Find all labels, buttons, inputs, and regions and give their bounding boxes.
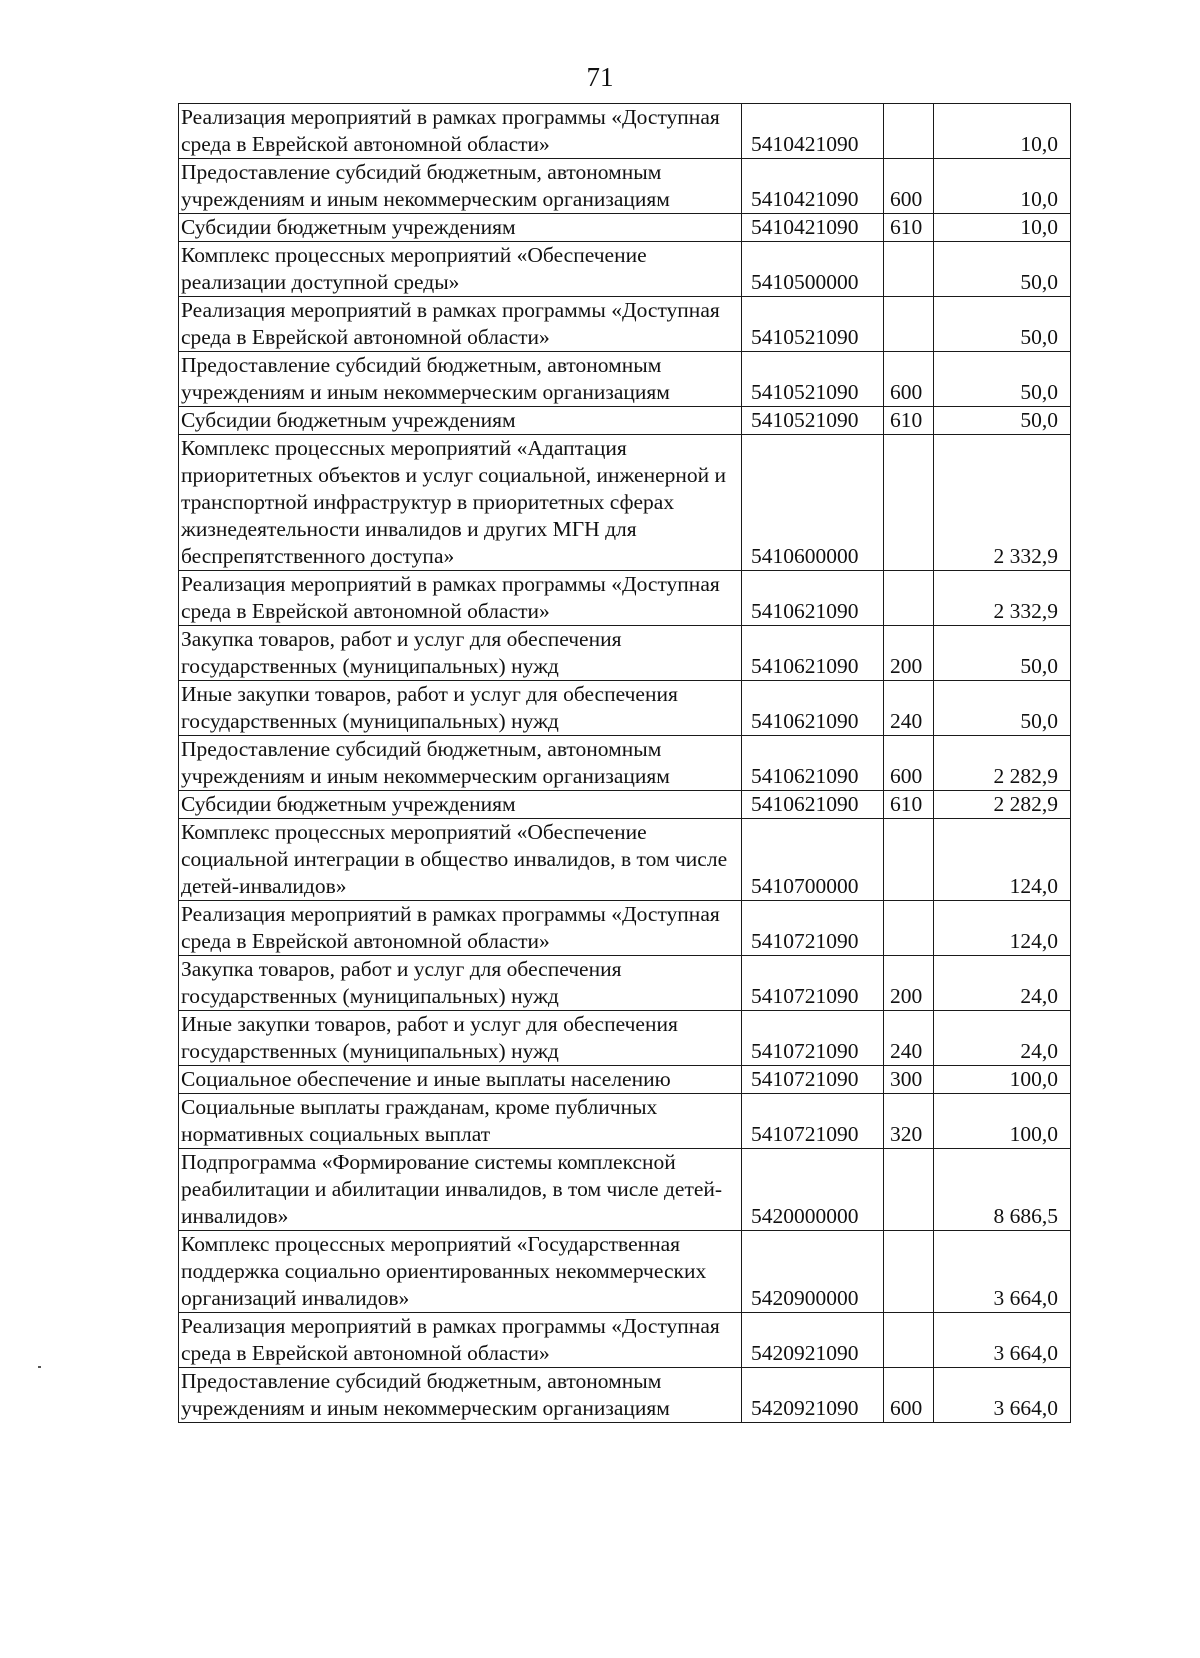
row-name: Комплекс процессных мероприятий «Адаптация приоритетных объектов и услуг социальной, инженерной и транспортной инфраструктур в приоритетных сферах жизнедеятельности инвалидов и других МГН для беспрепятственного доступа» bbox=[179, 435, 742, 571]
row-name: Предоставление субсидий бюджетным, автономным учреждениям и иным некоммерческим организациям bbox=[179, 1368, 742, 1423]
table-row bbox=[179, 1011, 1071, 1066]
row-code: 5420000000 bbox=[742, 1149, 884, 1231]
table-row bbox=[179, 956, 1071, 1011]
table-row bbox=[179, 791, 1071, 819]
row-amount: 24,0 bbox=[934, 956, 1071, 1011]
row-code: 5410500000 bbox=[742, 242, 884, 297]
row-amount: 50,0 bbox=[934, 352, 1071, 407]
row-expense-type bbox=[884, 901, 934, 956]
table-row bbox=[179, 1149, 1071, 1231]
row-name: Комплекс процессных мероприятий «Обеспечение реализации доступной среды» bbox=[179, 242, 742, 297]
row-name: Комплекс процессных мероприятий «Государственная поддержка социально ориентированных некоммерческих организаций инвалидов» bbox=[179, 1231, 742, 1313]
row-name: Предоставление субсидий бюджетным, автономным учреждениям и иным некоммерческим организациям bbox=[179, 736, 742, 791]
row-code: 5410721090 bbox=[742, 956, 884, 1011]
row-expense-type: 600 bbox=[884, 352, 934, 407]
row-name: Предоставление субсидий бюджетным, автономным учреждениям и иным некоммерческим организациям bbox=[179, 159, 742, 214]
row-expense-type: 600 bbox=[884, 736, 934, 791]
row-amount: 2 282,9 bbox=[934, 736, 1071, 791]
row-code: 5410421090 bbox=[742, 214, 884, 242]
row-amount: 50,0 bbox=[934, 242, 1071, 297]
row-name: Реализация мероприятий в рамках программы «Доступная среда в Еврейской автономной области» bbox=[179, 1313, 742, 1368]
row-code: 5420900000 bbox=[742, 1231, 884, 1313]
row-code: 5410521090 bbox=[742, 352, 884, 407]
row-amount: 50,0 bbox=[934, 681, 1071, 736]
budget-table-body bbox=[179, 104, 1071, 1423]
row-name: Реализация мероприятий в рамках программы «Доступная среда в Еврейской автономной области» bbox=[179, 104, 742, 159]
row-code: 5410721090 bbox=[742, 1094, 884, 1149]
row-amount: 50,0 bbox=[934, 407, 1071, 435]
row-expense-type: 320 bbox=[884, 1094, 934, 1149]
row-name: Реализация мероприятий в рамках программы «Доступная среда в Еврейской автономной области» bbox=[179, 901, 742, 956]
row-code: 5410621090 bbox=[742, 791, 884, 819]
row-amount: 10,0 bbox=[934, 159, 1071, 214]
table-row bbox=[179, 159, 1071, 214]
table-row bbox=[179, 626, 1071, 681]
row-expense-type bbox=[884, 104, 934, 159]
row-amount: 3 664,0 bbox=[934, 1231, 1071, 1313]
row-amount: 2 332,9 bbox=[934, 435, 1071, 571]
row-amount: 24,0 bbox=[934, 1011, 1071, 1066]
row-amount: 100,0 bbox=[934, 1094, 1071, 1149]
row-expense-type bbox=[884, 819, 934, 901]
row-expense-type: 240 bbox=[884, 681, 934, 736]
row-code: 5420921090 bbox=[742, 1313, 884, 1368]
row-name: Иные закупки товаров, работ и услуг для обеспечения государственных (муниципальных) нужд bbox=[179, 681, 742, 736]
row-expense-type: 200 bbox=[884, 956, 934, 1011]
row-name: Реализация мероприятий в рамках программы «Доступная среда в Еврейской автономной области» bbox=[179, 571, 742, 626]
table-row bbox=[179, 1094, 1071, 1149]
row-code: 5410621090 bbox=[742, 571, 884, 626]
row-name: Закупка товаров, работ и услуг для обеспечения государственных (муниципальных) нужд bbox=[179, 956, 742, 1011]
row-name: Субсидии бюджетным учреждениям bbox=[179, 791, 742, 819]
budget-table bbox=[178, 103, 1071, 1423]
row-expense-type bbox=[884, 571, 934, 626]
row-code: 5410700000 bbox=[742, 819, 884, 901]
row-expense-type: 600 bbox=[884, 1368, 934, 1423]
row-expense-type bbox=[884, 297, 934, 352]
table-row bbox=[179, 681, 1071, 736]
row-amount: 100,0 bbox=[934, 1066, 1071, 1094]
table-row bbox=[179, 1313, 1071, 1368]
row-name: Комплекс процессных мероприятий «Обеспечение социальной интеграции в общество инвалидов, в том числе детей-инвалидов» bbox=[179, 819, 742, 901]
row-name: Подпрограмма «Формирование системы комплексной реабилитации и абилитации инвалидов, в том числе детей-инвалидов» bbox=[179, 1149, 742, 1231]
row-expense-type: 200 bbox=[884, 626, 934, 681]
table-row bbox=[179, 352, 1071, 407]
row-expense-type: 610 bbox=[884, 214, 934, 242]
row-amount: 2 332,9 bbox=[934, 571, 1071, 626]
row-expense-type: 300 bbox=[884, 1066, 934, 1094]
row-code: 5410521090 bbox=[742, 407, 884, 435]
row-code: 5410521090 bbox=[742, 297, 884, 352]
row-amount: 3 664,0 bbox=[934, 1313, 1071, 1368]
row-code: 5410721090 bbox=[742, 901, 884, 956]
table-row bbox=[179, 242, 1071, 297]
row-name: Субсидии бюджетным учреждениям bbox=[179, 407, 742, 435]
row-name: Социальные выплаты гражданам, кроме публичных нормативных социальных выплат bbox=[179, 1094, 742, 1149]
row-expense-type bbox=[884, 435, 934, 571]
row-name: Иные закупки товаров, работ и услуг для обеспечения государственных (муниципальных) нужд bbox=[179, 1011, 742, 1066]
table-row bbox=[179, 571, 1071, 626]
row-amount: 10,0 bbox=[934, 104, 1071, 159]
row-code: 5410621090 bbox=[742, 681, 884, 736]
row-expense-type bbox=[884, 1149, 934, 1231]
table-row bbox=[179, 819, 1071, 901]
row-amount: 8 686,5 bbox=[934, 1149, 1071, 1231]
table-row bbox=[179, 1231, 1071, 1313]
row-name: Предоставление субсидий бюджетным, автономным учреждениям и иным некоммерческим организациям bbox=[179, 352, 742, 407]
row-expense-type: 610 bbox=[884, 791, 934, 819]
row-name: Субсидии бюджетным учреждениям bbox=[179, 214, 742, 242]
table-row bbox=[179, 104, 1071, 159]
table-row bbox=[179, 407, 1071, 435]
row-name: Закупка товаров, работ и услуг для обеспечения государственных (муниципальных) нужд bbox=[179, 626, 742, 681]
row-code: 5420921090 bbox=[742, 1368, 884, 1423]
row-amount: 2 282,9 bbox=[934, 791, 1071, 819]
row-name: Социальное обеспечение и иные выплаты населению bbox=[179, 1066, 742, 1094]
table-row bbox=[179, 435, 1071, 571]
row-code: 5410600000 bbox=[742, 435, 884, 571]
table-row bbox=[179, 1066, 1071, 1094]
row-amount: 50,0 bbox=[934, 626, 1071, 681]
row-code: 5410621090 bbox=[742, 626, 884, 681]
table-row bbox=[179, 736, 1071, 791]
table-row bbox=[179, 901, 1071, 956]
table-row bbox=[179, 214, 1071, 242]
row-code: 5410721090 bbox=[742, 1066, 884, 1094]
row-amount: 50,0 bbox=[934, 297, 1071, 352]
scan-speck bbox=[38, 1366, 41, 1368]
row-expense-type bbox=[884, 1231, 934, 1313]
row-expense-type bbox=[884, 242, 934, 297]
row-expense-type: 240 bbox=[884, 1011, 934, 1066]
table-row bbox=[179, 297, 1071, 352]
row-amount: 124,0 bbox=[934, 819, 1071, 901]
row-expense-type: 610 bbox=[884, 407, 934, 435]
row-code: 5410421090 bbox=[742, 104, 884, 159]
row-code: 5410621090 bbox=[742, 736, 884, 791]
row-expense-type: 600 bbox=[884, 159, 934, 214]
row-name: Реализация мероприятий в рамках программы «Доступная среда в Еврейской автономной области» bbox=[179, 297, 742, 352]
row-amount: 10,0 bbox=[934, 214, 1071, 242]
row-expense-type bbox=[884, 1313, 934, 1368]
row-amount: 3 664,0 bbox=[934, 1368, 1071, 1423]
row-code: 5410421090 bbox=[742, 159, 884, 214]
page-number: 71 bbox=[586, 62, 614, 92]
table-row bbox=[179, 1368, 1071, 1423]
row-amount: 124,0 bbox=[934, 901, 1071, 956]
row-code: 5410721090 bbox=[742, 1011, 884, 1066]
